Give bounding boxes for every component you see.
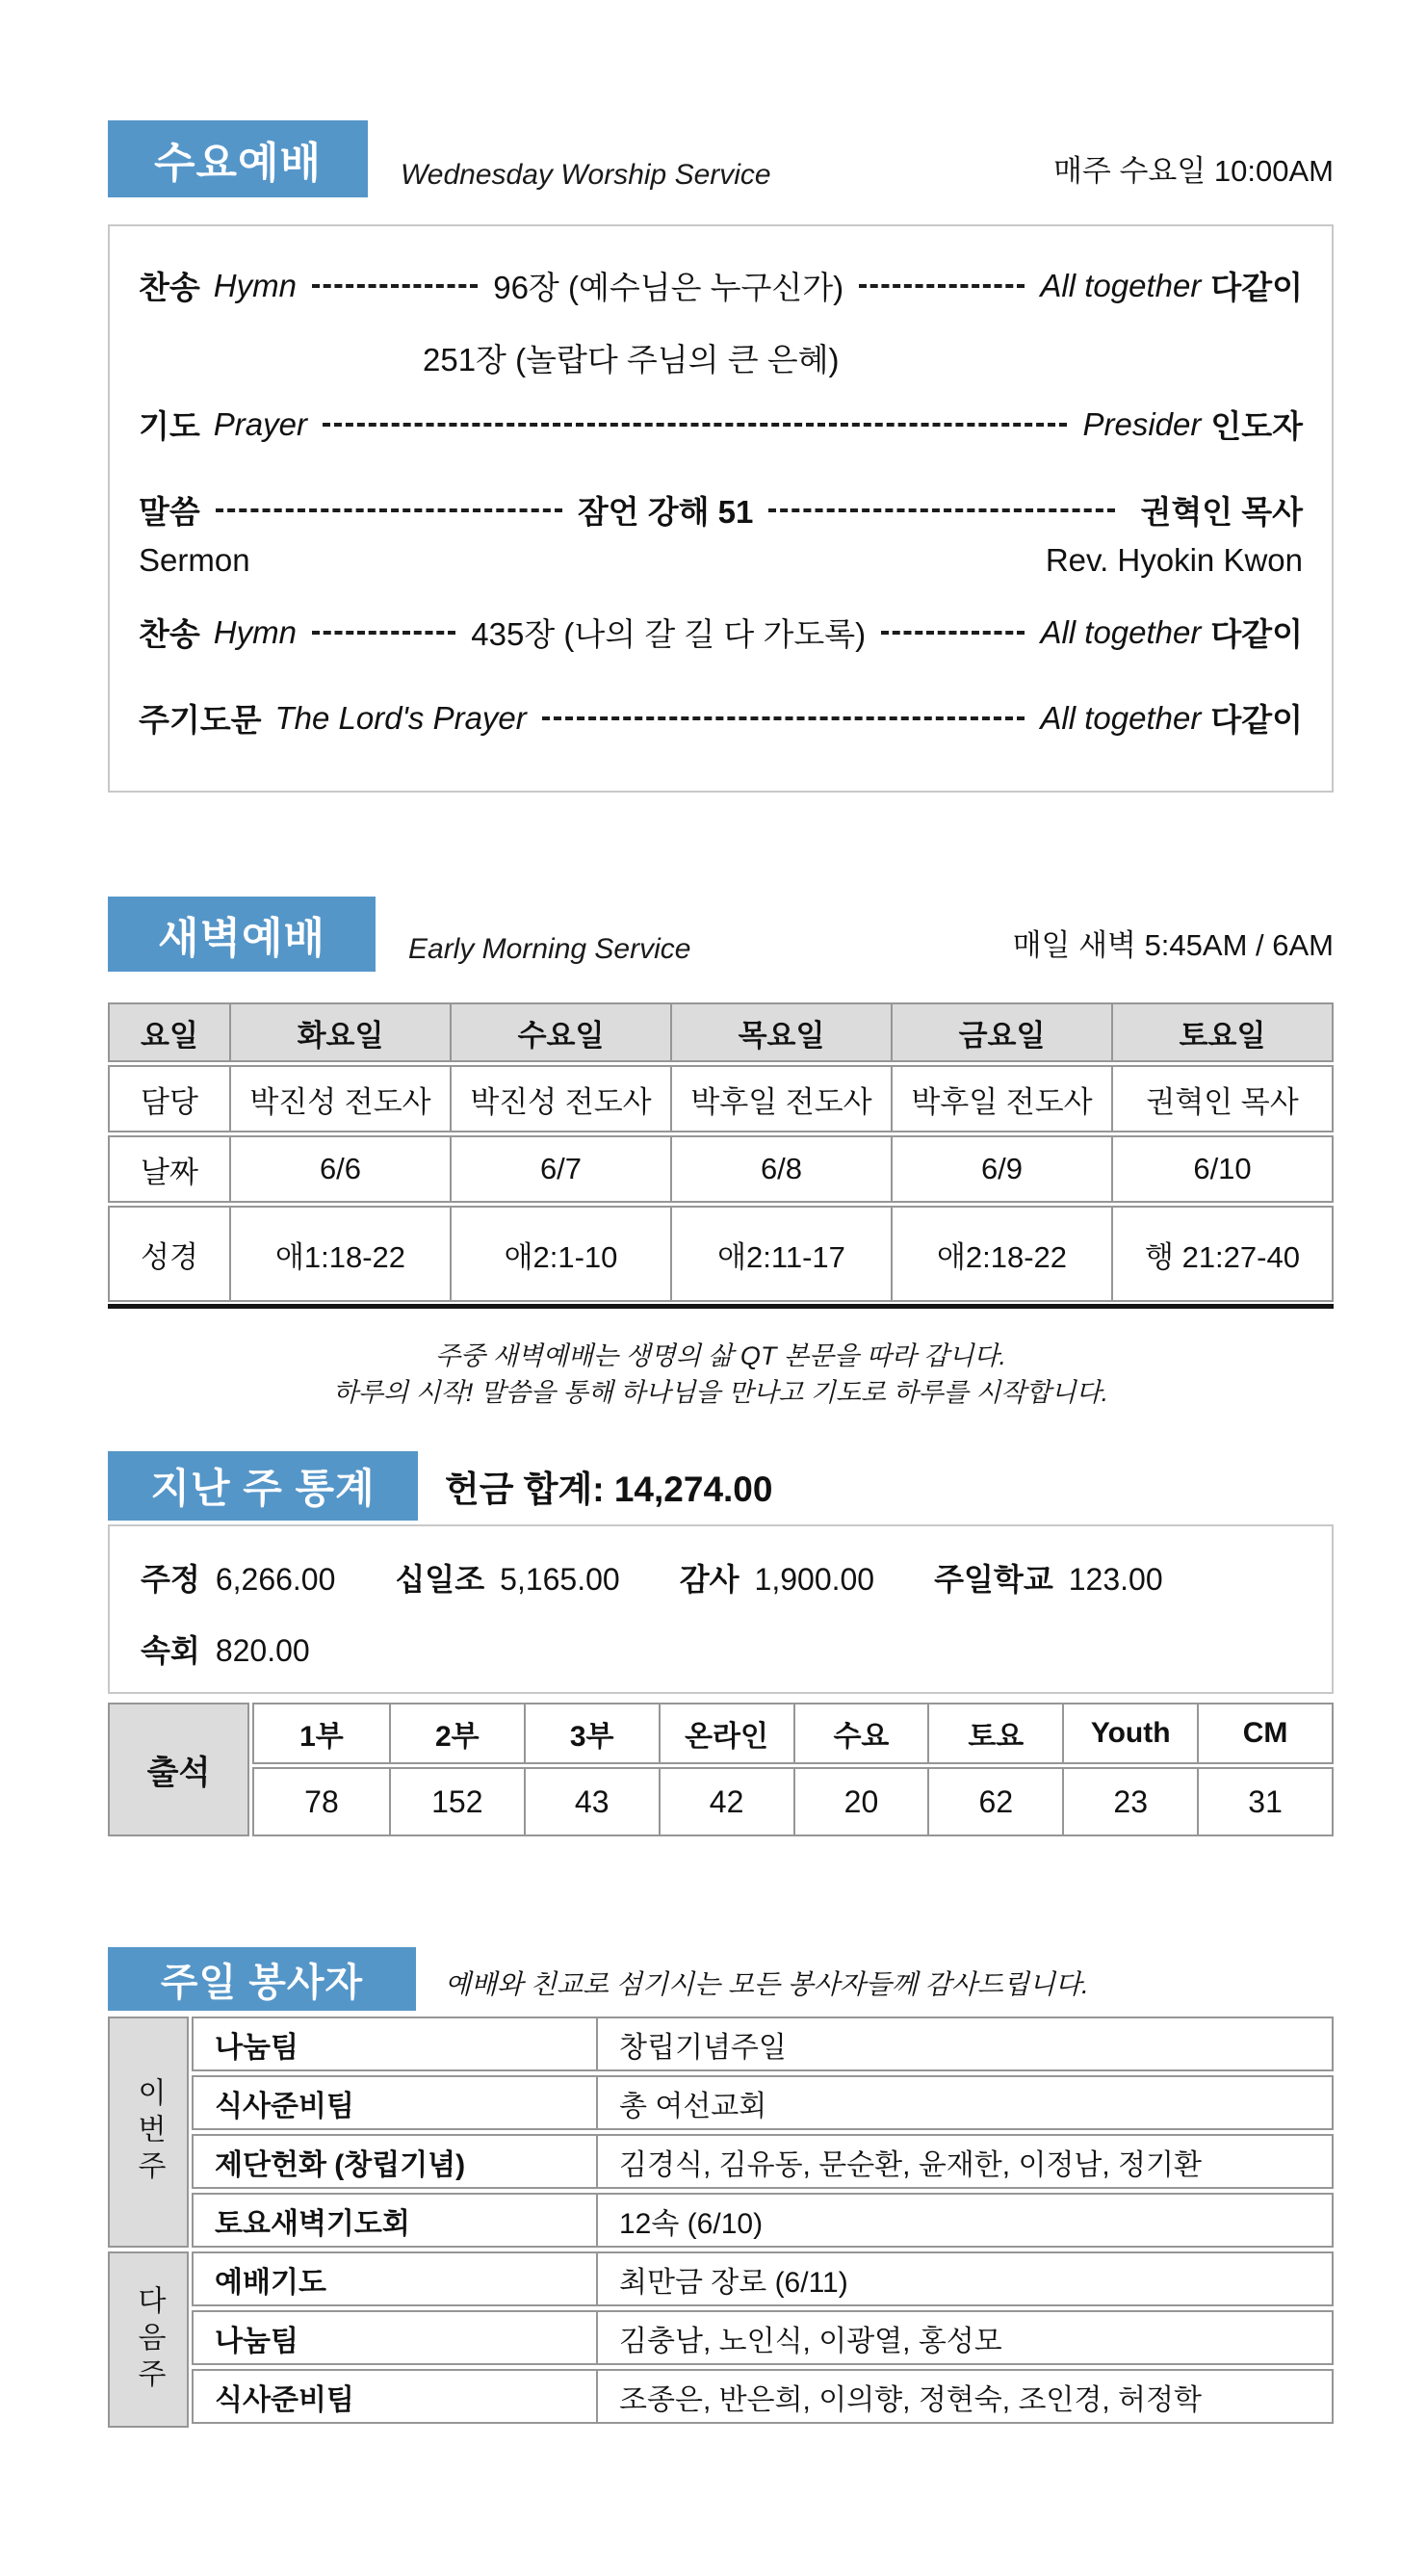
offerings-box <box>108 1524 1334 1694</box>
offering-item <box>395 1555 619 1600</box>
volunteer-role: 식사준비팀 <box>215 2383 354 2416</box>
att-value: 62 <box>927 1769 1062 1834</box>
offering-total: 헌금 합계: 14,274.00 <box>445 1470 773 1509</box>
offerings-line-1 <box>141 1555 1301 1600</box>
period-this-week <box>108 2017 189 2248</box>
cell: 권혁인 목사 <box>1111 1067 1332 1131</box>
order-row-hymn-2 <box>139 610 1303 655</box>
att-value: 31 <box>1197 1769 1332 1834</box>
volunteers-header <box>108 1947 1334 2011</box>
dash-line <box>859 284 1025 288</box>
dash-line <box>216 508 562 512</box>
order-label-en: Hymn <box>213 267 297 303</box>
header-thursday: 목요일 <box>670 1004 891 1060</box>
header-tuesday: 화요일 <box>229 1004 450 1060</box>
cell: 6/6 <box>229 1137 450 1201</box>
early-morning-subtitle: Early Morning Service <box>408 933 691 965</box>
cell: 박진성 전도사 <box>229 1067 450 1131</box>
attendance-columns <box>252 1703 1334 1836</box>
offering-item <box>680 1555 874 1600</box>
early-morning-notes <box>108 1338 1334 1411</box>
period-next-week <box>108 2251 189 2428</box>
order-by-en: Presider <box>1082 405 1202 442</box>
order-row-sermon-en <box>139 542 1303 579</box>
volunteer-role: 예배기도 <box>215 2266 326 2299</box>
dash-line <box>542 716 1025 720</box>
dash-line <box>323 423 1068 427</box>
offering-amount: 1,900.00 <box>754 1562 875 1597</box>
volunteer-role: 제단헌화 (창립기념) <box>215 2148 466 2181</box>
att-col-1bu: 1부 <box>299 1721 344 1753</box>
wednesday-order-box <box>108 224 1334 793</box>
offerings-line-2 <box>141 1626 1301 1671</box>
volunteer-role: 토요새벽기도회 <box>215 2207 410 2240</box>
order-label-en: Prayer <box>213 405 307 442</box>
volunteers-thanks-note: 예배와 친교로 섬기시는 모든 봉사자들께 감사드립니다. <box>445 1969 1089 1999</box>
volunteer-row <box>192 2369 1334 2424</box>
order-row-hymn-1 <box>139 263 1303 308</box>
volunteer-row <box>192 2193 1334 2248</box>
order-content: 96장 (예수님은 누구신가) <box>493 270 844 305</box>
order-label-ko: 찬송 <box>139 270 200 305</box>
cell: 6/7 <box>450 1137 670 1201</box>
volunteer-rows <box>192 2017 1334 2428</box>
early-morning-time: 매일 새벽 5:45AM / 6AM <box>1012 928 1334 962</box>
order-by-ko: 다같이 <box>1210 270 1303 305</box>
volunteer-row <box>192 2310 1334 2365</box>
dash-line <box>881 631 1025 635</box>
order-content: 251장 (놀랍다 주님의 큰 은혜) <box>423 342 840 377</box>
order-label-ko: 찬송 <box>139 616 200 652</box>
dash-line <box>312 284 478 288</box>
early-morning-badge: 새벽예배 <box>108 897 376 972</box>
volunteer-row <box>192 2017 1334 2071</box>
cell: 애2:1-10 <box>450 1208 670 1300</box>
cell: 애1:18-22 <box>229 1208 450 1300</box>
header-wednesday: 수요일 <box>450 1004 670 1060</box>
volunteer-role: 나눔팀 <box>215 2325 298 2357</box>
offering-label: 십일조 <box>395 1562 485 1597</box>
offering-label: 감사 <box>679 1562 739 1597</box>
volunteer-role: 식사준비팀 <box>215 2090 354 2122</box>
cell: 행 21:27-40 <box>1111 1208 1332 1300</box>
offering-amount: 5,165.00 <box>500 1562 620 1597</box>
table-row-scripture <box>108 1206 1334 1302</box>
volunteer-names: 김충남, 노인식, 이광열, 홍성모 <box>596 2312 1332 2363</box>
att-value: 43 <box>524 1769 659 1834</box>
att-value: 23 <box>1062 1769 1197 1834</box>
cell: 박후일 전도사 <box>891 1067 1111 1131</box>
header-corner: 요일 <box>141 1018 198 1053</box>
order-label-en: Hymn <box>213 613 297 650</box>
cell: 6/8 <box>670 1137 891 1201</box>
order-label-ko: 기도 <box>139 408 200 444</box>
stats-header <box>108 1451 1334 1521</box>
sermon-pastor-ko: 권혁인 목사 <box>1140 494 1304 530</box>
att-value: 20 <box>793 1769 928 1834</box>
offering-item <box>141 1626 310 1671</box>
offering-amount: 123.00 <box>1068 1562 1163 1597</box>
volunteer-names: 최만금 장로 (6/11) <box>596 2253 1332 2304</box>
sermon-pastor-en: Rev. Hyokin Kwon <box>1045 542 1303 578</box>
att-col-cm: CM <box>1197 1704 1332 1762</box>
cell: 애2:18-22 <box>891 1208 1111 1300</box>
order-by-en: All together <box>1040 267 1202 303</box>
period-next-week-label: 다음주 <box>133 2284 165 2395</box>
offering-label: 속회 <box>141 1633 200 1668</box>
volunteer-names: 조종은, 반은희, 이의향, 정현숙, 조인경, 허정학 <box>596 2371 1332 2422</box>
volunteer-role: 나눔팀 <box>215 2031 298 2064</box>
cell: 6/10 <box>1111 1137 1332 1201</box>
stats-badge: 지난 주 통계 <box>108 1451 418 1521</box>
note-line-1: 주중 새벽예배는 생명의 삶 QT 본문을 따라 갑니다. <box>434 1341 1007 1370</box>
sermon-title: 잠언 강해 51 <box>577 494 754 530</box>
volunteer-row <box>192 2134 1334 2189</box>
cell: 6/9 <box>891 1137 1111 1201</box>
order-row-hymn-1b <box>139 335 1303 380</box>
att-col-youth: Youth <box>1062 1704 1197 1762</box>
attendance-values-row <box>252 1767 1334 1836</box>
order-by-en: All together <box>1040 613 1202 650</box>
att-col-wed: 수요 <box>793 1704 928 1762</box>
att-col-3bu: 3부 <box>524 1704 659 1762</box>
header-friday: 금요일 <box>891 1004 1111 1060</box>
volunteer-names: 김경식, 김유동, 문순환, 윤재한, 이정남, 정기환 <box>596 2136 1332 2187</box>
offering-label: 주일학교 <box>934 1562 1053 1597</box>
cell: 박후일 전도사 <box>670 1067 891 1131</box>
wednesday-service-time: 매주 수요일 10:00AM <box>1052 154 1334 188</box>
row-label: 날짜 <box>141 1155 198 1189</box>
order-row-sermon <box>139 487 1303 533</box>
att-col-sat: 토요 <box>927 1704 1062 1762</box>
att-col-2bu: 2부 <box>389 1704 524 1762</box>
order-row-lords-prayer <box>139 695 1303 741</box>
cell: 박진성 전도사 <box>450 1067 670 1131</box>
att-value: 78 <box>304 1783 339 1819</box>
sermon-label-en: Sermon <box>139 542 250 578</box>
dash-line <box>768 508 1115 512</box>
order-label-ko: 주기도문 <box>139 702 262 738</box>
offering-item <box>141 1555 335 1600</box>
volunteer-names: 창립기념주일 <box>596 2018 1332 2069</box>
wednesday-service-header <box>108 120 1334 197</box>
order-content: 435장 (나의 갈 길 다 가도록) <box>471 616 867 652</box>
offering-item <box>934 1555 1163 1600</box>
note-line-2: 하루의 시작! 말씀을 통해 하나님을 만나고 기도로 하루를 시작합니다. <box>332 1378 1109 1407</box>
early-morning-header <box>108 897 1334 972</box>
order-label-en: The Lord's Prayer <box>274 699 527 736</box>
order-by-ko: 다같이 <box>1210 702 1303 738</box>
row-label: 성경 <box>141 1239 198 1274</box>
att-value: 42 <box>659 1769 793 1834</box>
bulletin-page <box>108 120 1334 2428</box>
attendance-table <box>108 1703 1334 1836</box>
wednesday-service-badge: 수요예배 <box>108 120 368 197</box>
volunteers-badge: 주일 봉사자 <box>108 1947 416 2011</box>
order-by-en: All together <box>1040 699 1202 736</box>
period-this-week-label: 이번주 <box>133 2077 165 2187</box>
offering-label: 주정 <box>141 1562 200 1597</box>
early-morning-table <box>108 1002 1334 1309</box>
cell: 애2:11-17 <box>670 1208 891 1300</box>
order-row-prayer <box>139 402 1303 447</box>
attendance-row-label: 출석 <box>108 1703 249 1836</box>
header-saturday: 토요일 <box>1111 1004 1332 1060</box>
volunteer-row <box>192 2251 1334 2306</box>
volunteer-period-column <box>108 2017 189 2428</box>
row-label: 담당 <box>141 1084 198 1119</box>
table-row-leader <box>108 1065 1334 1132</box>
offering-amount: 820.00 <box>215 1633 310 1668</box>
order-by-ko: 다같이 <box>1210 616 1304 652</box>
volunteer-row <box>192 2075 1334 2130</box>
offering-amount: 6,266.00 <box>215 1562 336 1597</box>
dash-line <box>312 631 455 635</box>
attendance-header-row <box>252 1703 1334 1764</box>
volunteer-names: 12속 (6/10) <box>596 2195 1332 2246</box>
att-value: 152 <box>389 1769 524 1834</box>
early-morning-table-header <box>108 1002 1334 1062</box>
wednesday-service-subtitle: Wednesday Worship Service <box>401 159 771 191</box>
table-row-date <box>108 1135 1334 1203</box>
volunteer-names: 총 여선교회 <box>596 2077 1332 2128</box>
table-bottom-rule <box>108 1304 1334 1309</box>
volunteers-table <box>108 2017 1334 2428</box>
order-by-ko: 인도자 <box>1210 408 1303 444</box>
order-label-ko: 말씀 <box>139 494 200 530</box>
att-col-online: 온라인 <box>659 1704 793 1762</box>
